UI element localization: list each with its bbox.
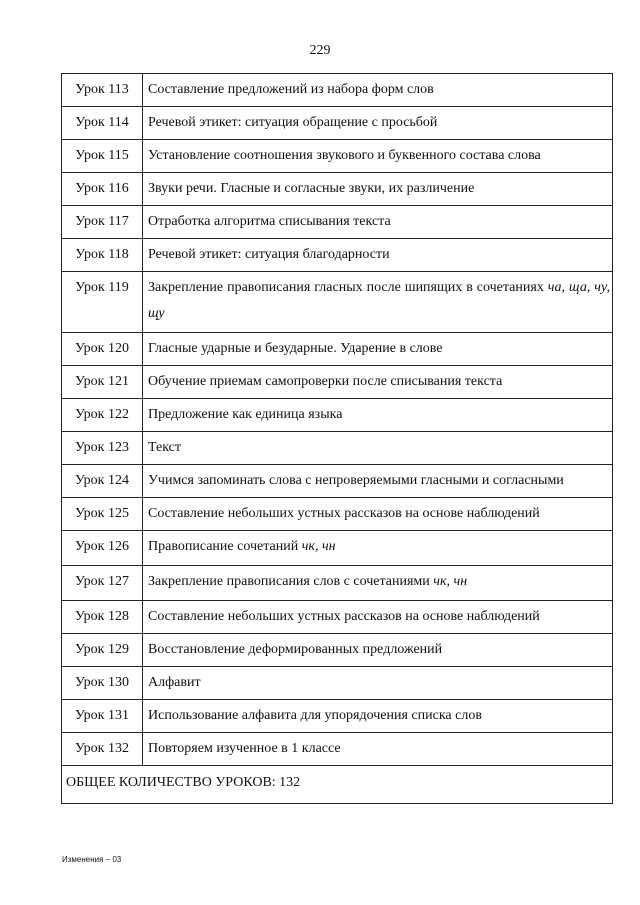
lesson-topic-text: Текст <box>148 440 182 455</box>
lesson-topic <box>143 173 613 206</box>
lesson-topic <box>143 700 613 733</box>
lesson-topic <box>143 432 613 465</box>
lesson-topic-text: Закрепление правописания слов с сочетаниями <box>148 574 434 589</box>
table-row <box>62 333 613 366</box>
lesson-topic <box>143 333 613 366</box>
table-row <box>62 173 613 206</box>
lesson-number: Урок 125 <box>62 498 143 531</box>
lesson-number: Урок 126 <box>62 531 143 566</box>
lesson-topic-text: Речевой этикет: ситуация благодарности <box>148 247 390 262</box>
lesson-number: Урок 124 <box>62 465 143 498</box>
lesson-number: Урок 123 <box>62 432 143 465</box>
lesson-topic <box>143 366 613 399</box>
lesson-topic-text: Алфавит <box>148 675 201 690</box>
lesson-number: Урок 120 <box>62 333 143 366</box>
lesson-topic <box>143 733 613 766</box>
lesson-topic-text: Правописание сочетаний <box>148 539 302 554</box>
lesson-topic <box>143 566 613 601</box>
lesson-topic <box>143 531 613 566</box>
lesson-topic-text: Составление предложений из набора форм слов <box>148 82 434 97</box>
lesson-number: Урок 130 <box>62 667 143 700</box>
lesson-topic-text: Отработка алгоритма списывания текста <box>148 214 391 229</box>
lesson-topic <box>143 667 613 700</box>
lesson-topic-text: Использование алфавита для упорядочения списка слов <box>148 708 482 723</box>
lesson-topic <box>143 74 613 107</box>
table-row <box>62 667 613 700</box>
lesson-topic <box>143 498 613 531</box>
lesson-topic <box>143 107 613 140</box>
lesson-topic <box>143 272 613 333</box>
table-row <box>62 432 613 465</box>
total-row <box>62 766 613 804</box>
lesson-number: Урок 114 <box>62 107 143 140</box>
lesson-topic <box>143 206 613 239</box>
lesson-topic <box>143 140 613 173</box>
lesson-topic <box>143 634 613 667</box>
lesson-topic-text: Обучение приемам самопроверки после списывания текста <box>148 374 503 389</box>
table-row <box>62 733 613 766</box>
page-number: 229 <box>309 43 331 58</box>
lesson-topic-italic: ча, ща, чу, щу <box>148 280 610 321</box>
lesson-topic-text: Звуки речи. Гласные и согласные звуки, их различение <box>148 181 475 196</box>
revision-note: Изменения – 03 <box>62 855 122 864</box>
lesson-number: Урок 121 <box>62 366 143 399</box>
lesson-topic-text: Восстановление деформированных предложений <box>148 642 443 657</box>
table-row <box>62 140 613 173</box>
table-row <box>62 272 613 333</box>
lesson-number: Урок 122 <box>62 399 143 432</box>
lesson-topic-text: Речевой этикет: ситуация обращение с просьбой <box>148 115 438 130</box>
lesson-topic-text: Закрепление правописания гласных после шипящих в сочетаниях <box>148 280 548 295</box>
table-row <box>62 107 613 140</box>
lesson-topic-italic: чк, чн <box>301 539 336 554</box>
table-row <box>62 498 613 531</box>
total-lessons: ОБЩЕЕ КОЛИЧЕСТВО УРОКОВ: 132 <box>62 766 613 804</box>
lesson-number: Урок 116 <box>62 173 143 206</box>
table-row <box>62 700 613 733</box>
lesson-number: Урок 117 <box>62 206 143 239</box>
lesson-number: Урок 131 <box>62 700 143 733</box>
lesson-number: Урок 118 <box>62 239 143 272</box>
lesson-topic <box>143 601 613 634</box>
lesson-topic-text: Повторяем изученное в 1 классе <box>148 741 341 756</box>
lesson-topic <box>143 465 613 498</box>
table-row <box>62 399 613 432</box>
lesson-number: Урок 115 <box>62 140 143 173</box>
lesson-number: Урок 129 <box>62 634 143 667</box>
lessons-table-body <box>62 74 613 766</box>
lesson-number: Урок 113 <box>62 74 143 107</box>
table-row <box>62 366 613 399</box>
lesson-topic <box>143 239 613 272</box>
lesson-topic-italic: чк, чн <box>433 574 468 589</box>
table-row <box>62 601 613 634</box>
lesson-number: Урок 127 <box>62 566 143 601</box>
table-row <box>62 566 613 601</box>
lesson-topic <box>143 399 613 432</box>
lessons-table <box>61 73 613 804</box>
table-row <box>62 206 613 239</box>
lesson-topic-text: Предложение как единица языка <box>148 407 343 422</box>
table-row <box>62 239 613 272</box>
table-row <box>62 465 613 498</box>
lesson-number: Урок 128 <box>62 601 143 634</box>
lesson-topic-text: Составление небольших устных рассказов на основе наблюдений <box>148 506 540 521</box>
table-row <box>62 531 613 566</box>
table-row <box>62 74 613 107</box>
lesson-topic-text: Учимся запоминать слова с непроверяемыми гласными и согласными <box>148 473 564 488</box>
lesson-number: Урок 132 <box>62 733 143 766</box>
lesson-topic-text: Установление соотношения звукового и буквенного состава слова <box>148 148 541 163</box>
lesson-number: Урок 119 <box>62 272 143 333</box>
lesson-topic-text: Составление небольших устных рассказов на основе наблюдений <box>148 609 540 624</box>
lesson-topic-text: Гласные ударные и безударные. Ударение в слове <box>148 341 443 356</box>
table-row <box>62 634 613 667</box>
